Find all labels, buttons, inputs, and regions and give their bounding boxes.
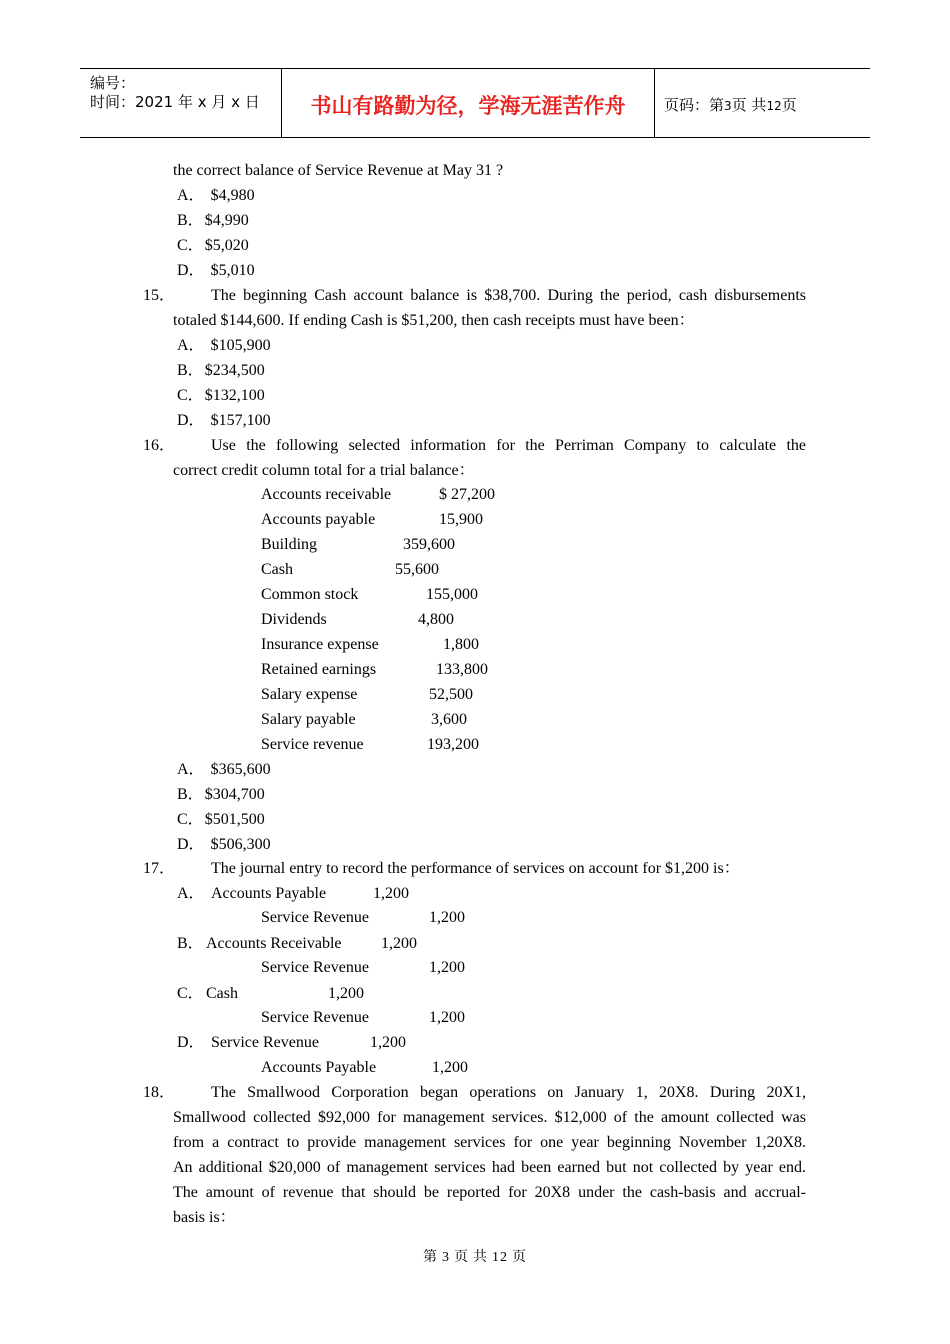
page-current: 3 [724, 99, 732, 113]
q16-line1: Use the following selected information for the Perriman Company to calculate the [211, 437, 806, 454]
account-name: Cash [261, 561, 293, 578]
option-text: $365,600 [210, 761, 271, 778]
q17-line1: The journal entry to record the performance of services on account for $1,200 is： [211, 860, 740, 877]
journal-credit-amount: 1,200 [432, 1059, 468, 1076]
account-name: Salary payable [261, 711, 356, 728]
option-letter: A． [177, 761, 205, 778]
option-letter: D． [177, 262, 205, 279]
option-text: $234,500 [204, 362, 265, 379]
option-text: $5,010 [210, 262, 255, 279]
q17-option-b-letter: B． [177, 935, 204, 952]
account-amount: 193,200 [427, 736, 479, 753]
account-name: Insurance expense [261, 636, 379, 653]
option-text: $4,980 [210, 187, 255, 204]
option-letter: B． [177, 212, 204, 229]
option-letter: B． [177, 786, 204, 803]
option-letter: D． [177, 836, 205, 853]
q14-option-b [177, 211, 249, 231]
q16-option-a [177, 760, 271, 780]
account-amount: 55,600 [395, 561, 439, 578]
page-total: 12 [766, 99, 782, 113]
q18-line4: An additional $20,000 of management services had been earned but not collected by year end. [173, 1159, 806, 1176]
document-number-label: 编号： [90, 74, 136, 92]
account-name: Building [261, 536, 318, 553]
option-text: $4,990 [204, 212, 249, 229]
option-letter: C． [177, 811, 204, 828]
journal-credit-account: Service Revenue [261, 909, 369, 926]
account-amount: 3,600 [431, 711, 467, 728]
q14-option-a [177, 186, 255, 206]
option-letter: D． [177, 412, 205, 429]
journal-debit-account: Service Revenue [211, 1034, 319, 1051]
option-text: $132,100 [204, 387, 265, 404]
journal-credit-account: Service Revenue [261, 959, 369, 976]
journal-debit-amount: 1,200 [381, 935, 417, 952]
q14-option-c [177, 236, 249, 256]
journal-debit-account: Cash [206, 985, 238, 1002]
q15-option-b [177, 361, 265, 381]
header-info-cell [80, 69, 282, 137]
q18-line6: basis is： [173, 1209, 236, 1226]
option-letter: A． [177, 187, 205, 204]
q15-line1: The beginning Cash account balance is $38,700. During the period, cash disbursements [211, 287, 806, 304]
q18-line3: from a contract to provide management services for one year beginning November 1,20X8. [173, 1134, 806, 1151]
page-footer [0, 1246, 950, 1266]
page-mid: 页 共 [731, 96, 767, 114]
q14-option-d [177, 261, 255, 281]
journal-debit-amount: 1,200 [373, 885, 409, 902]
option-text: $105,900 [210, 337, 271, 354]
header-page-cell [655, 69, 870, 137]
header-page-number [664, 94, 797, 115]
q15-option-c [177, 386, 265, 406]
q18-number: 18． [143, 1084, 176, 1101]
account-amount: 1,800 [443, 636, 479, 653]
q16-number: 16． [143, 437, 176, 454]
account-amount: 52,500 [429, 686, 473, 703]
journal-credit-amount: 1,200 [429, 1009, 465, 1026]
account-name: Accounts receivable [261, 486, 392, 503]
account-amount: 4,800 [418, 611, 454, 628]
account-name: Service revenue [261, 736, 364, 753]
account-amount: 359,600 [403, 536, 455, 553]
footer-prefix: 第 [423, 1250, 438, 1265]
q18-line5: The amount of revenue that should be reported for 20X8 under the cash-basis and accrual- [173, 1184, 806, 1201]
q15-option-a [177, 336, 271, 356]
q18-line1: The Smallwood Corporation began operations on January 1, 20X8. During 20X1, [211, 1084, 806, 1101]
footer-total: 12 [492, 1250, 508, 1265]
footer-mid2: 共 [473, 1250, 488, 1265]
footer-mid1: 页 [454, 1250, 469, 1265]
option-letter: A． [177, 337, 205, 354]
q17-number: 17． [143, 860, 176, 877]
option-text: $501,500 [204, 811, 265, 828]
journal-credit-amount: 1,200 [429, 909, 465, 926]
q15-option-d [177, 411, 271, 431]
account-name: Accounts payable [261, 511, 376, 528]
q15-number: 15． [143, 287, 176, 304]
journal-credit-amount: 1,200 [429, 959, 465, 976]
q17-option-d-letter: D． [177, 1034, 205, 1051]
journal-debit-amount: 1,200 [370, 1034, 406, 1051]
option-letter: C． [177, 387, 204, 404]
option-text: $5,020 [204, 237, 249, 254]
option-text: $304,700 [204, 786, 265, 803]
q15-line2: totaled $144,600. If ending Cash is $51,200, then cash receipts must have been： [173, 312, 695, 329]
page-suffix: 页 [781, 96, 797, 114]
account-name: Common stock [261, 586, 359, 603]
q17-option-a-letter: A． [177, 885, 205, 902]
footer-suffix: 页 [512, 1250, 527, 1265]
option-text: $157,100 [210, 412, 271, 429]
journal-credit-account: Service Revenue [261, 1009, 369, 1026]
account-amount: $ 27,200 [439, 486, 495, 503]
page-header [80, 68, 870, 138]
q16-option-c [177, 810, 265, 830]
account-amount: 133,800 [436, 661, 488, 678]
q16-option-d [177, 835, 271, 855]
account-name: Retained earnings [261, 661, 377, 678]
motto: 书山有路勤为径，学海无涯苦作舟 [310, 94, 626, 118]
account-name: Salary expense [261, 686, 358, 703]
account-name: Dividends [261, 611, 327, 628]
account-amount: 15,900 [439, 511, 483, 528]
journal-debit-amount: 1,200 [328, 985, 364, 1002]
option-text: $506,300 [210, 836, 271, 853]
footer-current: 3 [442, 1250, 450, 1265]
q16-line2: correct credit column total for a trial balance： [173, 462, 475, 479]
page-prefix: 页码：第 [664, 96, 725, 114]
q14-text: the correct balance of Service Revenue at May 31 ? [173, 162, 504, 179]
q17-option-c-letter: C． [177, 985, 204, 1002]
q18-line2: Smallwood collected $92,000 for management services. $12,000 of the amount collected was [173, 1109, 806, 1126]
journal-debit-account: Accounts Receivable [206, 935, 342, 952]
option-letter: C． [177, 237, 204, 254]
account-amount: 155,000 [426, 586, 478, 603]
header-motto-cell [282, 69, 655, 137]
date-label: 时间：2021 年 x 月 x 日 [90, 93, 260, 111]
q16-option-b [177, 785, 265, 805]
journal-debit-account: Accounts Payable [211, 885, 327, 902]
option-letter: B． [177, 362, 204, 379]
journal-credit-account: Accounts Payable [261, 1059, 377, 1076]
